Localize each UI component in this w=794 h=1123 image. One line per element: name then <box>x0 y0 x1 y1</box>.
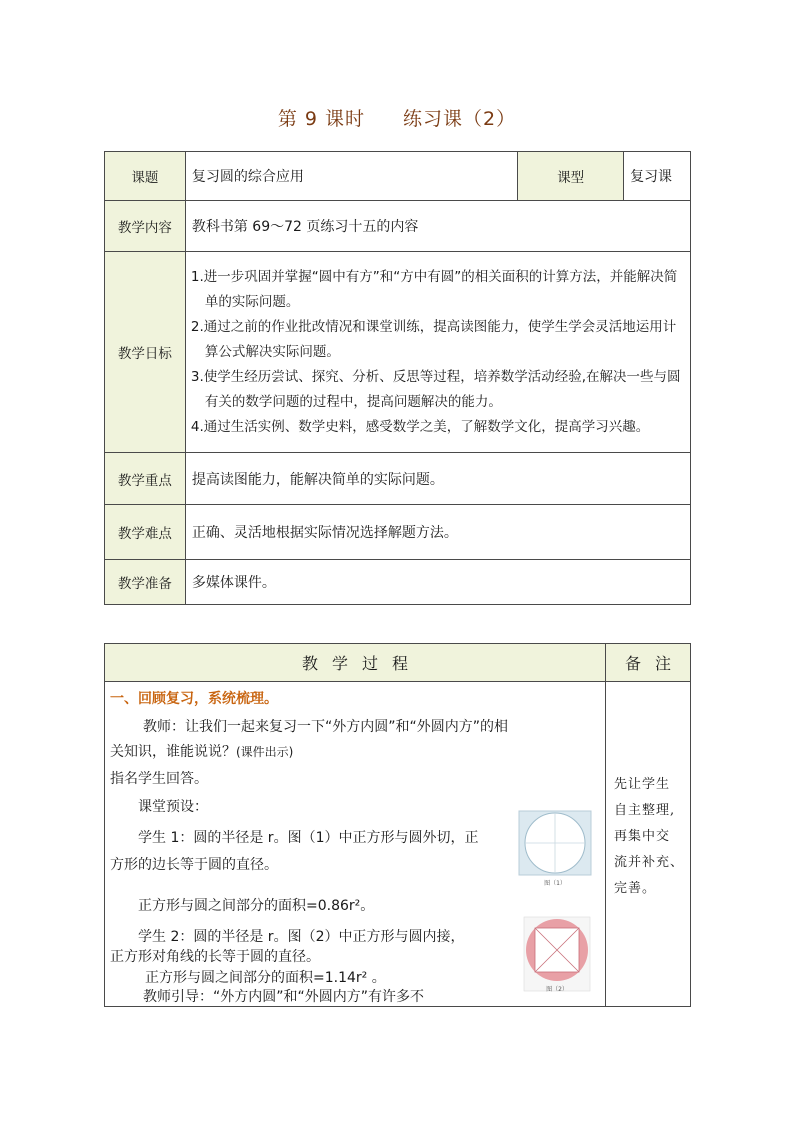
goal-item: 3.使学生经历尝试、探究、分析、反思等过程，培养数学活动经验,在解决一些与圆有关的数学问题的过程中，提高问题解决的能力。 <box>190 368 681 410</box>
key-label: 教学重点 <box>105 453 186 505</box>
teaching-process-table <box>104 643 691 1007</box>
difficulty-label: 教学难点 <box>105 505 186 560</box>
text-line: 正方形与圆之间部分的面积=1.14r² 。 <box>145 970 386 986</box>
note-line: 再集中交 <box>614 829 671 844</box>
text-line: 正方形对角线的长等于圆的直径。 <box>110 949 320 965</box>
goal-item: 4.通过生活实例、数学史料，感受数学之美，了解数学文化，提高学习兴趣。 <box>190 418 650 435</box>
type-label: 课型 <box>518 152 624 201</box>
lesson-name: 练习课（2） <box>403 108 517 130</box>
lesson-info-table <box>104 151 691 605</box>
note-line: 自主整理, <box>614 803 676 818</box>
content-value: 教科书第 69～72 页练习十五的内容 <box>185 201 690 252</box>
text-line: 学生 2：圆的半径是 r。图（2）中正方形与圆内接， <box>138 929 465 945</box>
topic-label: 课题 <box>105 152 186 201</box>
process-content <box>105 682 606 1007</box>
text-line: 指名学生回答。 <box>110 771 208 787</box>
figure-2-caption: 图（2） <box>546 986 568 993</box>
text-line: 教师引导：“外方内圆”和“外圆内方”有许多不 <box>143 989 425 1005</box>
figure-1 <box>518 810 592 888</box>
text-line: 学生 1：圆的半径是 r。图（1）中正方形与圆外切，正 <box>138 830 479 846</box>
figure-1-caption: 图（1） <box>544 880 566 887</box>
lesson-number: 第 9 课时 <box>277 108 366 130</box>
type-value: 复习课 <box>624 152 691 201</box>
text-line: 关知识，谁能说说？(课件出示) <box>110 744 294 760</box>
process-header: 教学过程 <box>105 644 606 682</box>
content-label: 教学内容 <box>105 201 186 252</box>
difficulty-value: 正确、灵活地根据实际情况选择解题方法。 <box>185 505 690 560</box>
note-line: 先让学生 <box>614 777 671 792</box>
text-line: 教师：让我们一起来复习一下“外方内圆”和“外圆内方”的相 <box>143 719 509 735</box>
square-in-circle-icon <box>523 916 591 994</box>
text-line: 课堂预设： <box>138 799 208 815</box>
topic-value: 复习圆的综合应用 <box>185 152 517 201</box>
text-line: 正方形与圆之间部分的面积=0.86r²。 <box>138 898 375 914</box>
note-line: 完善。 <box>614 881 657 896</box>
section-title: 一、回顾复习，系统梳理。 <box>110 691 278 707</box>
note-content <box>606 682 691 1007</box>
page-title <box>0 104 794 131</box>
circle-in-square-icon <box>518 810 592 888</box>
goal-item: 1.进一步巩固并掌握“圆中有方”和“方中有圆”的相关面积的计算方法，并能解决简单的实际问题。 <box>190 268 678 310</box>
figure-2 <box>523 916 591 994</box>
note-header: 备注 <box>606 644 691 682</box>
prep-label: 教学准备 <box>105 560 186 605</box>
note-line: 流并补充、 <box>614 855 685 870</box>
goal-item: 2.通过之前的作业批改情况和课堂训练，提高读图能力，使学生学会灵活地运用计算公式解决实际问题。 <box>190 318 677 360</box>
prep-value: 多媒体课件。 <box>185 560 690 605</box>
text-line: 方形的边长等于圆的直径。 <box>110 857 278 873</box>
key-value: 提高读图能力，能解决简单的实际问题。 <box>185 453 690 505</box>
goals-label: 教学日标 <box>105 252 186 453</box>
goals-list <box>185 252 690 453</box>
